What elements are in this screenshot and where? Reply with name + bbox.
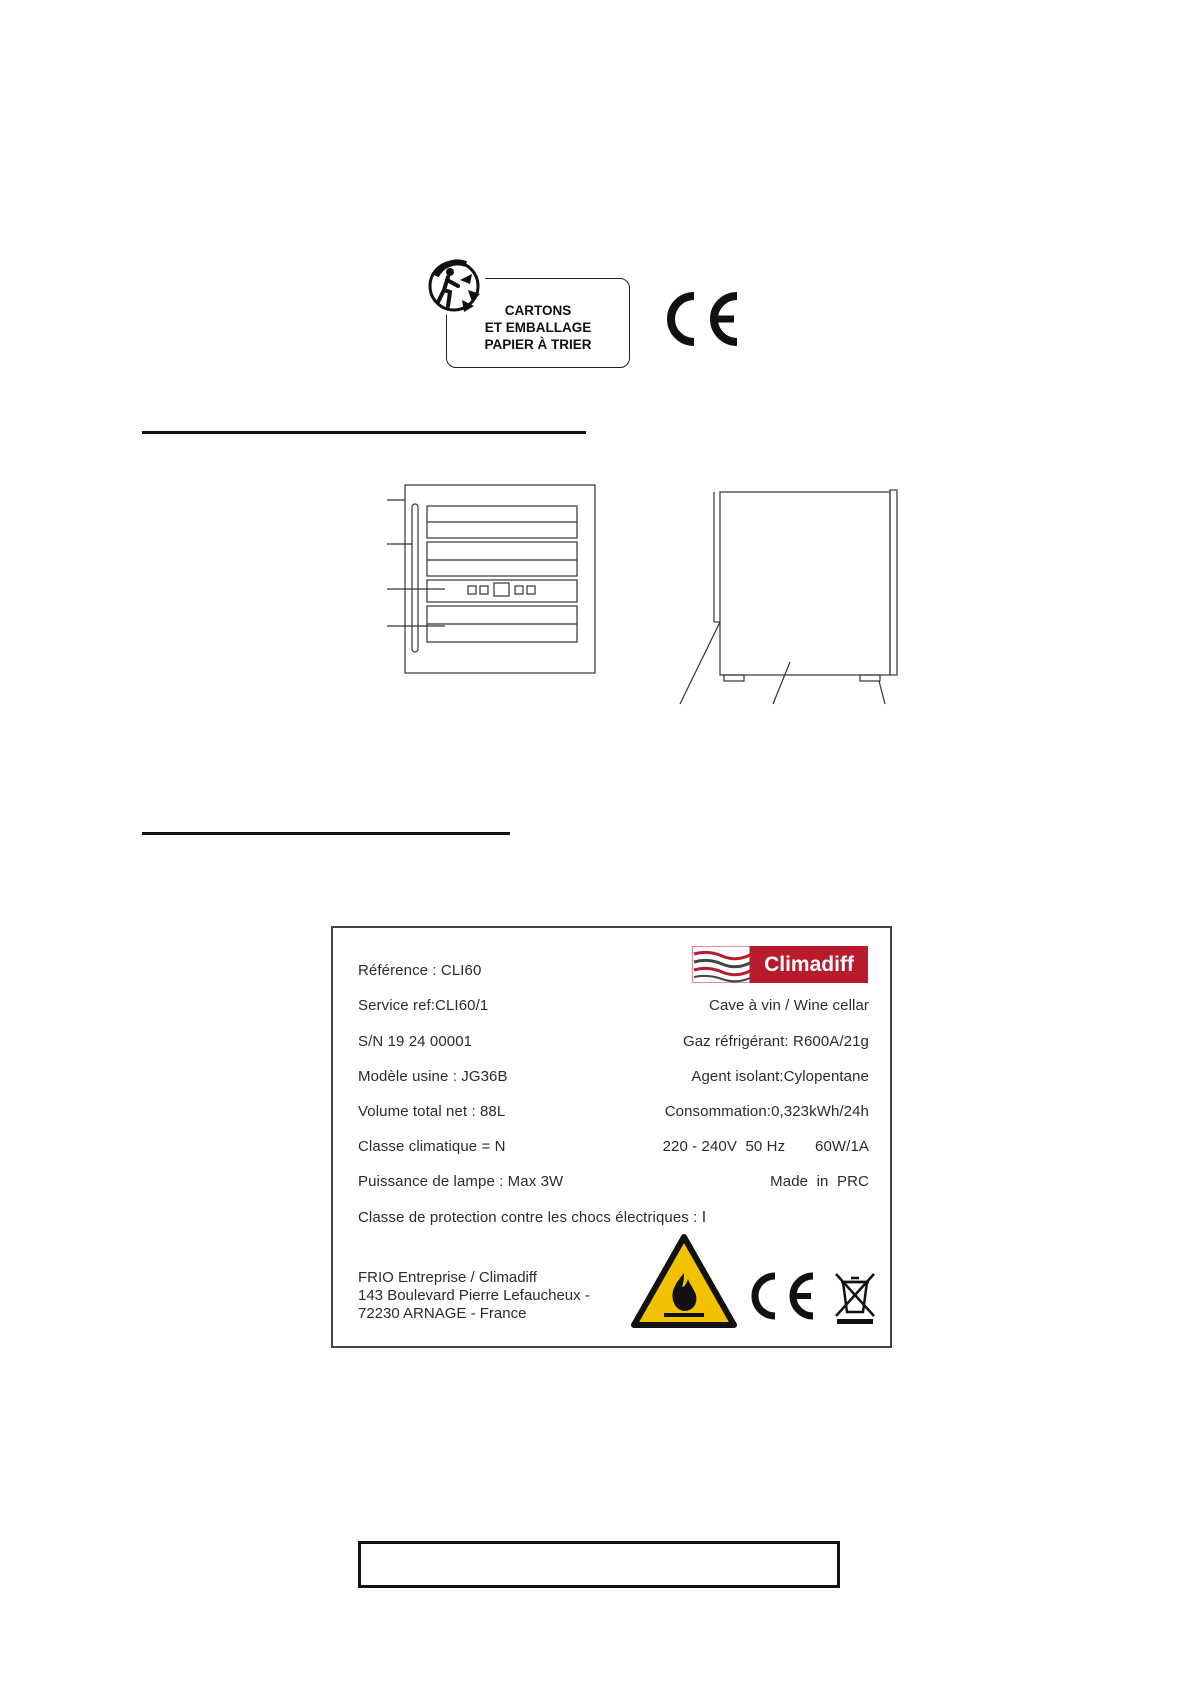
plate-factory-model: Modèle usine : JG36B	[358, 1068, 508, 1085]
plate-service-ref: Service ref:CLI60/1	[358, 997, 489, 1014]
plate-reference: Référence : CLI60	[358, 962, 482, 979]
flammable-warning-icon	[630, 1233, 738, 1331]
triman-line-1: CARTONS	[504, 303, 572, 318]
address-line-3: 72230 ARNAGE - France	[358, 1305, 527, 1322]
plate-lamp-power: Puissance de lampe : Max 3W	[358, 1173, 564, 1190]
address-line-1: FRIO Entreprise / Climadiff	[358, 1269, 537, 1286]
plate-consumption: Consommation:0,323kWh/24h	[664, 1103, 869, 1120]
triman-line-2: ET EMBALLAGE	[484, 320, 592, 335]
rating-plate	[331, 926, 892, 1348]
side-view-diagram	[670, 482, 900, 707]
recycling-person-icon	[426, 256, 486, 316]
plate-protection-class: Classe de protection contre les chocs électriques : Ⅰ	[358, 1209, 707, 1226]
plate-climate-class: Classe climatique = N	[358, 1138, 506, 1155]
address-line-2: 143 Boulevard Pierre Lefaucheux -	[358, 1287, 590, 1304]
plate-refrigerant: Gaz réfrigérant: R600A/21g	[682, 1033, 869, 1050]
crossed-bin-icon	[833, 1270, 877, 1325]
manufacturer-address	[358, 1269, 590, 1323]
plate-insulating-agent: Agent isolant:Cylopentane	[691, 1068, 869, 1085]
triman-recycling-logo	[426, 256, 636, 372]
front-view-diagram	[385, 482, 600, 682]
plate-total-volume: Volume total net : 88L	[358, 1103, 506, 1120]
ce-mark-icon	[660, 286, 742, 352]
bottom-empty-box	[358, 1541, 840, 1588]
section-rule-1	[142, 431, 586, 434]
plate-product-type: Cave à vin / Wine cellar	[709, 997, 869, 1014]
plate-ce-mark-icon	[745, 1268, 817, 1324]
triman-line-3: PAPIER À TRIER	[484, 337, 592, 352]
plate-electrical-rating: 220 - 240V 50 Hz 60W/1A	[662, 1138, 869, 1155]
plate-origin: Made in PRC	[770, 1173, 869, 1190]
climadiff-logo	[692, 946, 870, 983]
section-rule-2	[142, 832, 510, 835]
brand-wave-icon	[692, 946, 750, 983]
plate-serial-number: S/N 19 24 00001	[358, 1033, 473, 1050]
brand-name: Climadiff	[750, 946, 868, 983]
